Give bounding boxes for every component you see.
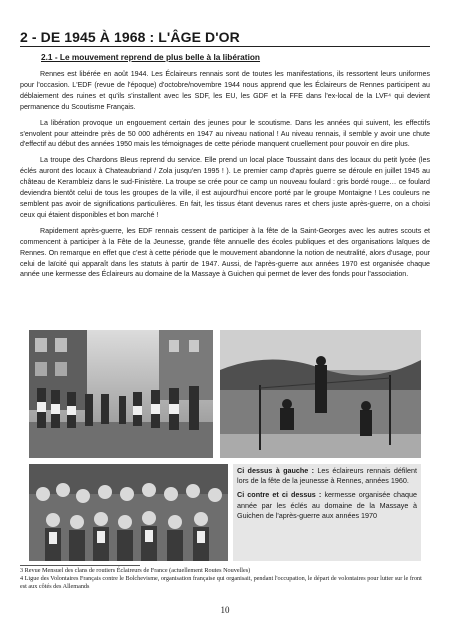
footnotes	[20, 567, 430, 591]
footnote-divider	[20, 565, 140, 566]
page-number: 10	[220, 605, 230, 615]
caption-line-2	[237, 490, 417, 521]
body-text	[20, 69, 430, 285]
footnote-3: 3 Revue Mensuel des clans de routiers Éclaireurs de France (actuellement Routes Nouvelles)	[20, 567, 251, 574]
caption-label-1: Ci dessus à gauche :	[237, 466, 315, 475]
chapter-heading: 2 - DE 1945 À 1968 : L'ÂGE D'OR	[20, 29, 430, 47]
photo-kermesse-game	[220, 330, 421, 458]
photo-group-children	[29, 464, 228, 561]
photo-caption	[233, 464, 421, 561]
paragraph-3: La troupe des Chardons Bleus reprend du service. Elle prend un local place Toussaint dans des locaux du petit lycée (les éclés auront des locaux à Chateaubriand / Zola jusqu'en 1995 ! ). Le premier camp d'après guerre se déroule en juillet 1945 au château de Kerambleiz dans le sud-Finistère. La troupe se crée pour ce camp un nouveau foulard : gris bordé rouge… ce foulard deviendra bientôt celui de tous les groupes de la ville, il est aujourd'hui encore porté par le groupe Montaigne ! Les couleurs ne semblent pas avoir de significations particulières. En fait, les tissus étant devenus rares et chers juste après-guerre, on a choisi ceux qui étaient disponibles et bon marché !	[20, 156, 430, 219]
photo-parade	[29, 330, 213, 458]
paragraph-2: La libération provoque un engouement certain des jeunes pour le scoutisme. Dans les années qui suivent, les effectifs s'envolent pour atteindre près de 50 000 adhérents en 1947 au niveau national ! Au niveau rennais, il semble y avoir une chute d'effectif au début des années 1950 mais les témoignages de cette période manquent cruellement pour pouvoir en dire plus.	[20, 118, 430, 149]
caption-label-2: Ci contre et ci dessus :	[237, 490, 322, 500]
caption-text-2: kermesse organisée chaque année par les éclés au domaine de la Massaye à Guichen de l'après-guerre aux années 1970	[237, 490, 418, 520]
section-heading: 2.1 - Le mouvement reprend de plus belle à la libération	[41, 52, 261, 62]
paragraph-4: Rapidement après-guerre, les EDF rennais cessent de participer à la fête de la Saint-Georges avec les autres scouts et commencent à participer à la Fête de la Jeunesse, grande fête annuelle des écoles publiques et des organisations laïques de Rennes. On remarque en effet que c'est à cette période que le mouvement abandonne la notion de neutralité, alors d'usage, pour celui de laïcité qui apparaît dans les statuts à partir de 1947. Aussi, de l'après-guerre aux années 1970 est organisée chaque année une kermesse des Éclaireurs au domaine de la Massaye à Guichen qui permet de lever des fonds pour l'association.	[20, 226, 430, 279]
paragraph-1: Rennes est libérée en août 1944. Les Éclaireurs rennais sont de toutes les manifestations, ils ressortent leurs uniformes pour l'occasion. L'EDF (revue de l'époque) d'octobre/novembre 1944 nous apprend que les Éclaireurs de Rennes participent au déblaiement des ruines et qu'ils s'installent avec les SDF, les EU, les GDF et la FFE dans l'ex-local de la LVF⁴ qui devient permanence du Scoutisme Français.	[20, 70, 430, 111]
caption-text-1: Les éclaireurs rennais défilent lors de la fête de la jeunesse à Rennes, années 1960.	[237, 466, 418, 486]
footnote-4: 4 Ligue des Volontaires Français contre le Bolchevisme, organisation française qui organisait, pendant l'occupation, le départ de volontaires pour lutter sur le front est aux côtés des Allemands	[20, 575, 422, 590]
caption-line-1	[237, 466, 417, 486]
